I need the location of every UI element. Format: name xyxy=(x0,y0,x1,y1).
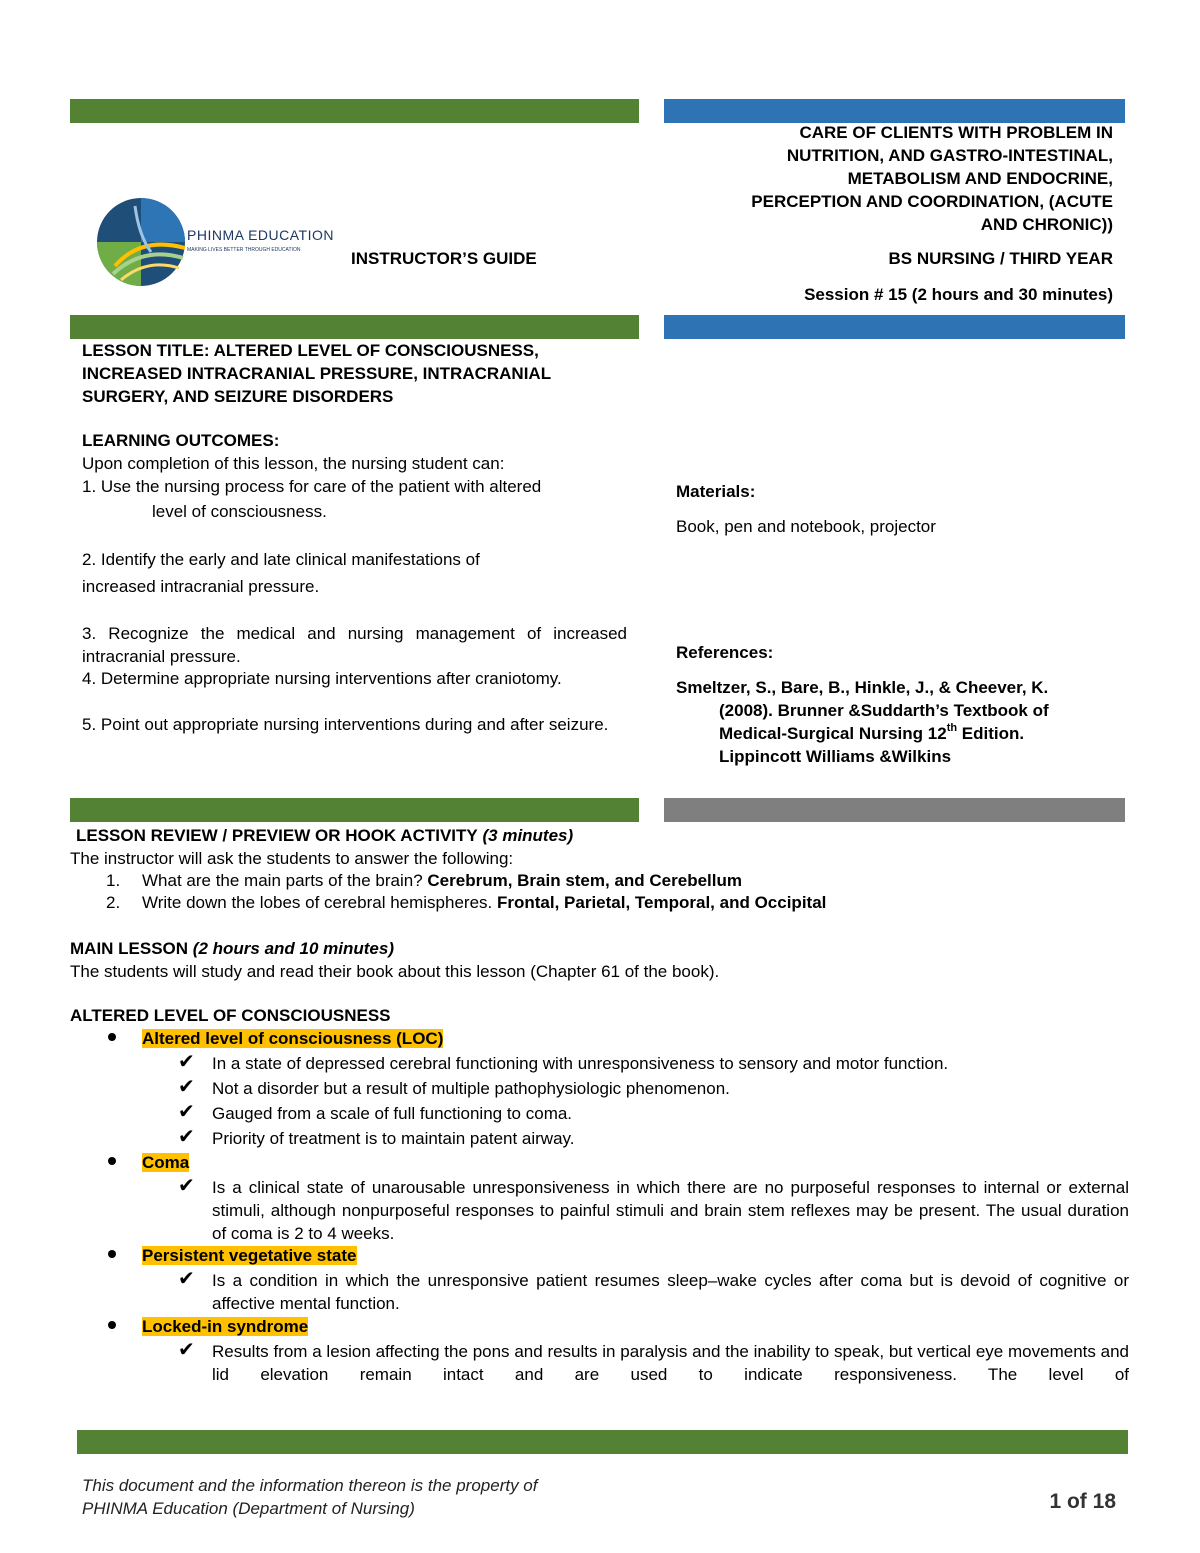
checkmark-icon: ✔ xyxy=(178,1101,195,1123)
outcome-2: 2. Identify the early and late clinical manifestations of xyxy=(82,550,480,569)
checkmark-icon: ✔ xyxy=(178,1175,195,1197)
main-lesson-heading xyxy=(70,937,394,960)
course-line: CARE OF CLIENTS WITH PROBLEM IN xyxy=(799,123,1113,142)
question-number: 1. xyxy=(106,871,121,890)
loc-point: Priority of treatment is to maintain patent airway. xyxy=(212,1129,575,1148)
question-text: Write down the lobes of cerebral hemispheres. xyxy=(142,893,493,912)
header-bar-left xyxy=(70,99,639,123)
question-1 xyxy=(142,869,742,892)
coma-text: Is a clinical state of unarousable unresponsiveness in which there are no purposeful responses to internal or external stimuli, although nonpurposeful responses to painful stimuli and brain stem reflexes may be present. The usual duration of coma is 2 to 4 weeks. xyxy=(212,1178,1129,1243)
reference-superscript: th xyxy=(946,722,958,734)
footer-line-1: This document and the information thereon is the property of xyxy=(82,1476,538,1495)
course-line: NUTRITION, AND GASTRO-INTESTINAL, xyxy=(786,146,1113,165)
checkmark-icon: ✔ xyxy=(178,1126,195,1148)
term-pvs xyxy=(142,1244,357,1267)
term-highlight: Altered level of consciousness (LOC) xyxy=(142,1029,444,1048)
term-highlight: Persistent vegetative state xyxy=(142,1246,357,1265)
guide-label: INSTRUCTOR’S GUIDE xyxy=(351,249,537,268)
lesson-title-line: SURGERY, AND SEIZURE DISORDERS xyxy=(82,387,394,406)
reference-text: Medical-Surgical Nursing 12 xyxy=(719,724,947,743)
session-label: Session # 15 (2 hours and 30 minutes) xyxy=(804,285,1113,304)
logo-subtext: MAKING LIVES BETTER THROUGH EDUCATION xyxy=(187,247,301,253)
answer-text: Cerebrum, Brain stem, and Cerebellum xyxy=(427,871,742,890)
reference-line: (2008). Brunner &Suddarth’s Textbook of xyxy=(719,701,1049,720)
main-lesson-heading-text: MAIN LESSON xyxy=(70,939,189,958)
reference-line: Lippincott Williams &Wilkins xyxy=(719,747,952,766)
outcome-4: 4. Determine appropriate nursing interventions after craniotomy. xyxy=(82,669,562,688)
bullet-icon xyxy=(108,1321,116,1329)
question-text: What are the main parts of the brain? xyxy=(142,871,423,890)
bullet-icon xyxy=(108,1250,116,1258)
bullet-icon xyxy=(108,1033,116,1041)
bullet-icon xyxy=(108,1157,116,1165)
term-loc xyxy=(142,1027,443,1050)
term-highlight: Coma xyxy=(142,1153,190,1172)
course-line: AND CHRONIC)) xyxy=(980,215,1113,234)
review-heading xyxy=(76,824,573,847)
loc-point: Not a disorder but a result of multiple pathophysiologic phenomenon. xyxy=(212,1079,730,1098)
phinma-logo xyxy=(95,196,335,288)
program-label: BS NURSING / THIRD YEAR xyxy=(888,249,1113,268)
main-lesson-duration: (2 hours and 10 minutes) xyxy=(192,939,394,958)
review-heading-text: LESSON REVIEW / PREVIEW OR HOOK ACTIVITY xyxy=(76,826,478,845)
footer-line-2: PHINMA Education (Department of Nursing) xyxy=(82,1499,415,1518)
loc-point: In a state of depressed cerebral functioning with unresponsiveness to sensory and motor function. xyxy=(212,1054,949,1073)
lesson-title-line: INCREASED INTRACRANIAL PRESSURE, INTRACRANIAL xyxy=(82,364,552,383)
materials-text: Book, pen and notebook, projector xyxy=(676,517,936,536)
course-line: METABOLISM AND ENDOCRINE, xyxy=(847,169,1113,188)
outcomes-intro: Upon completion of this lesson, the nursing student can: xyxy=(82,454,505,473)
term-coma xyxy=(142,1151,189,1174)
reference-text: Edition. xyxy=(957,724,1025,743)
outcome-1-cont: level of consciousness. xyxy=(152,502,327,521)
locked-in-text: Results from a lesion affecting the pons and results in paralysis and the inability to speak, but vertical eye movements and lid elevation remain intact and are used to indicate responsiveness. The level of xyxy=(212,1342,1129,1384)
header-bar-right xyxy=(664,99,1125,123)
alc-heading: ALTERED LEVEL OF CONSCIOUSNESS xyxy=(70,1006,391,1025)
outcomes-heading: LEARNING OUTCOMES: xyxy=(82,431,280,450)
term-locked-in xyxy=(142,1315,308,1338)
references-heading: References: xyxy=(676,643,774,662)
pvs-text: Is a condition in which the unresponsive patient resumes sleep–wake cycles after coma but is devoid of cognitive or affective mental function. xyxy=(212,1271,1129,1313)
checkmark-icon: ✔ xyxy=(178,1051,195,1073)
reference-line xyxy=(719,722,1024,745)
section-bar-right-gray xyxy=(664,798,1125,822)
lesson-title xyxy=(82,339,642,408)
term-highlight: Locked-in syndrome xyxy=(142,1317,309,1336)
outcome-5: 5. Point out appropriate nursing interventions during and after seizure. xyxy=(82,715,609,734)
review-intro: The instructor will ask the students to answer the following: xyxy=(70,849,514,868)
logo-text: PHINMA EDUCATION xyxy=(187,227,334,243)
outcome-2-cont: increased intracranial pressure. xyxy=(82,577,320,596)
materials-heading: Materials: xyxy=(676,482,756,501)
phinma-logo-icon xyxy=(95,196,187,288)
loc-point: Gauged from a scale of full functioning to coma. xyxy=(212,1104,573,1123)
course-line: PERCEPTION AND COORDINATION, (ACUTE xyxy=(751,192,1113,211)
lesson-title-line: LESSON TITLE: ALTERED LEVEL OF CONSCIOUSNESS, xyxy=(82,341,539,360)
section-bar-left xyxy=(70,315,639,339)
checkmark-icon: ✔ xyxy=(178,1268,195,1290)
page-number: 1 of 18 xyxy=(1049,1490,1116,1513)
footer-bar xyxy=(77,1430,1128,1454)
reference-line: Smeltzer, S., Bare, B., Hinkle, J., & Cheever, K. xyxy=(676,678,1049,697)
section-bar-left xyxy=(70,798,639,822)
outcome-1: 1. Use the nursing process for care of the patient with altered xyxy=(82,477,542,496)
section-bar-right xyxy=(664,315,1125,339)
checkmark-icon: ✔ xyxy=(178,1076,195,1098)
outcome-3: 3. Recognize the medical and nursing management of increased intracranial pressure. xyxy=(82,624,627,666)
question-number: 2. xyxy=(106,893,121,912)
main-lesson-intro: The students will study and read their book about this lesson (Chapter 61 of the book). xyxy=(70,962,720,981)
course-title xyxy=(640,121,1113,236)
answer-text: Frontal, Parietal, Temporal, and Occipital xyxy=(497,893,827,912)
checkmark-icon: ✔ xyxy=(178,1339,195,1361)
question-2 xyxy=(142,891,826,914)
review-duration: (3 minutes) xyxy=(482,826,574,845)
